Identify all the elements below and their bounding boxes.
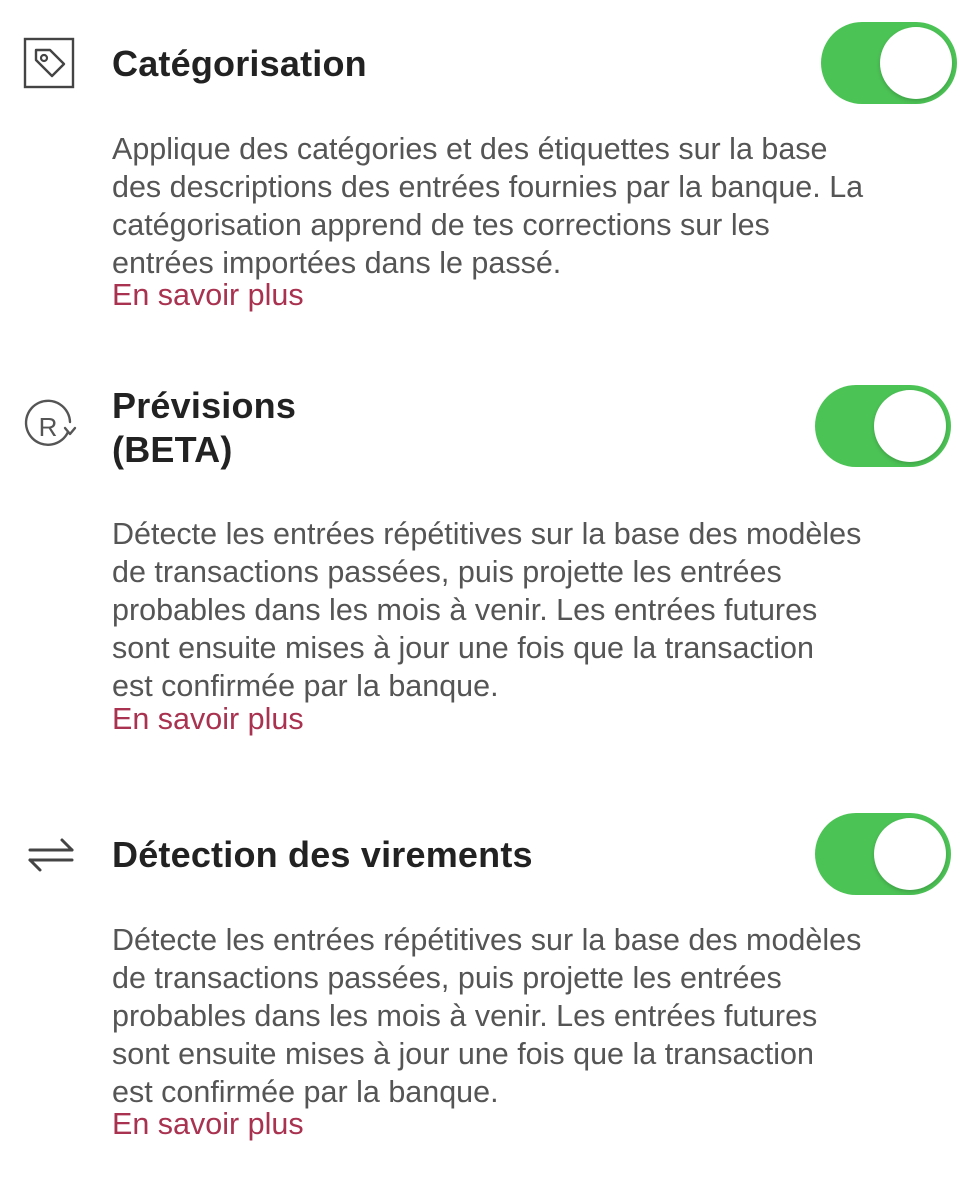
learn-more-link[interactable]: En savoir plus: [112, 278, 304, 312]
setting-title: Prévisions (BETA): [112, 385, 297, 470]
setting-title: Détection des virements: [112, 834, 533, 875]
learn-more-link[interactable]: En savoir plus: [112, 702, 304, 736]
learn-more-link[interactable]: En savoir plus: [112, 1107, 304, 1141]
toggle-knob: [880, 27, 952, 99]
transfer-detection-toggle[interactable]: [815, 813, 951, 895]
setting-description: Détecte les entrées répétitives sur la base des modèles de transactions passées, puis projette les entrées probables dans les mois à venir. Les entrées futures sont ensuite mises à jour une fois que la transaction est confirmée par la banque.: [112, 517, 862, 703]
setting-description: Détecte les entrées répétitives sur la base des modèles de transactions passées, puis projette les entrées probables dans les mois à venir. Les entrées futures sont ensuite mises à jour une fois que la transaction est confirmée par la banque.: [112, 923, 862, 1109]
svg-text:R: R: [38, 412, 58, 442]
transfer-arrows-icon: [22, 826, 80, 884]
previsions-toggle[interactable]: [815, 385, 951, 467]
setting-title: Catégorisation: [112, 43, 367, 84]
tag-icon: [22, 36, 80, 94]
recurring-icon: [22, 398, 80, 456]
toggle-knob: [874, 390, 946, 462]
toggle-knob: [874, 818, 946, 890]
categorisation-toggle[interactable]: [821, 22, 957, 104]
setting-description: Applique des catégories et des étiquettes sur la base des descriptions des entrées fournies par la banque. La catégorisation apprend de tes corrections sur les entrées importées dans le passé.: [112, 132, 864, 280]
